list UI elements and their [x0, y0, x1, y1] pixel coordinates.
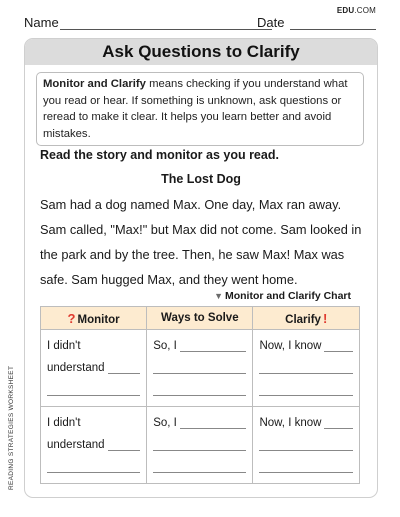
ways-cell: So, I [147, 407, 253, 484]
monitor-cell: I didn't understand [41, 407, 147, 484]
table-header-row [41, 307, 360, 330]
instruction-text: Read the story and monitor as you read. [40, 148, 279, 162]
header-ways-to-solve: Ways to Solve [147, 307, 253, 330]
answer-blank[interactable] [153, 438, 246, 451]
answer-blank[interactable] [153, 383, 246, 396]
question-mark-icon: ? [67, 310, 76, 326]
answer-blank[interactable] [259, 460, 353, 473]
story-title: The Lost Dog [161, 172, 241, 186]
story-body: Sam had a dog named Max. One day, Max ran away. Sam called, "Max!" but Max did not come. Sam looked in the park and by the tree. Then, he saw Max! Max was safe. Sam hugged Max, and they went home. [40, 197, 362, 287]
table-row [41, 407, 360, 484]
ways-cell: So, I [147, 330, 253, 407]
header-monitor: ? Monitor [41, 307, 147, 330]
monitor-clarify-table [40, 306, 360, 484]
clarify-cell: Now, I know [253, 330, 360, 407]
answer-blank[interactable] [259, 438, 353, 451]
chart-title: ▼ Monitor and Clarify Chart [214, 290, 351, 302]
date-label: Date [257, 15, 285, 30]
definition-term: Monitor and Clarify [43, 78, 146, 90]
answer-blank[interactable] [324, 416, 353, 429]
answer-blank[interactable] [108, 438, 141, 451]
definition-text: means checking if you understand what you read or hear. If something is unknown, ask questions or reread to make it clear. It helps you learn better and avoid mistakes. [43, 78, 348, 140]
answer-blank[interactable] [47, 460, 140, 473]
answer-blank[interactable] [324, 339, 353, 352]
brand-logo: EDU.COM [336, 6, 376, 15]
side-label: READING STRATEGIES WORKSHEET [8, 365, 15, 490]
answer-blank[interactable] [108, 361, 141, 374]
exclamation-icon: ! [322, 310, 328, 326]
answer-blank[interactable] [47, 383, 140, 396]
name-field[interactable] [60, 29, 272, 30]
date-field[interactable] [290, 29, 376, 30]
table-row [41, 330, 360, 407]
answer-blank[interactable] [259, 383, 353, 396]
definition-box [36, 72, 364, 146]
answer-blank[interactable] [180, 416, 247, 429]
answer-blank[interactable] [153, 361, 246, 374]
clarify-cell: Now, I know [253, 407, 360, 484]
answer-blank[interactable] [153, 460, 246, 473]
name-label: Name [24, 15, 59, 30]
monitor-cell: I didn't understand [41, 330, 147, 407]
page-title: Ask Questions to Clarify [25, 39, 377, 65]
name-date-row [24, 15, 376, 31]
header-clarify: Clarify ! [253, 307, 360, 330]
answer-blank[interactable] [180, 339, 247, 352]
triangle-down-icon: ▼ [214, 291, 223, 301]
answer-blank[interactable] [259, 361, 353, 374]
worksheet-panel [24, 38, 378, 498]
